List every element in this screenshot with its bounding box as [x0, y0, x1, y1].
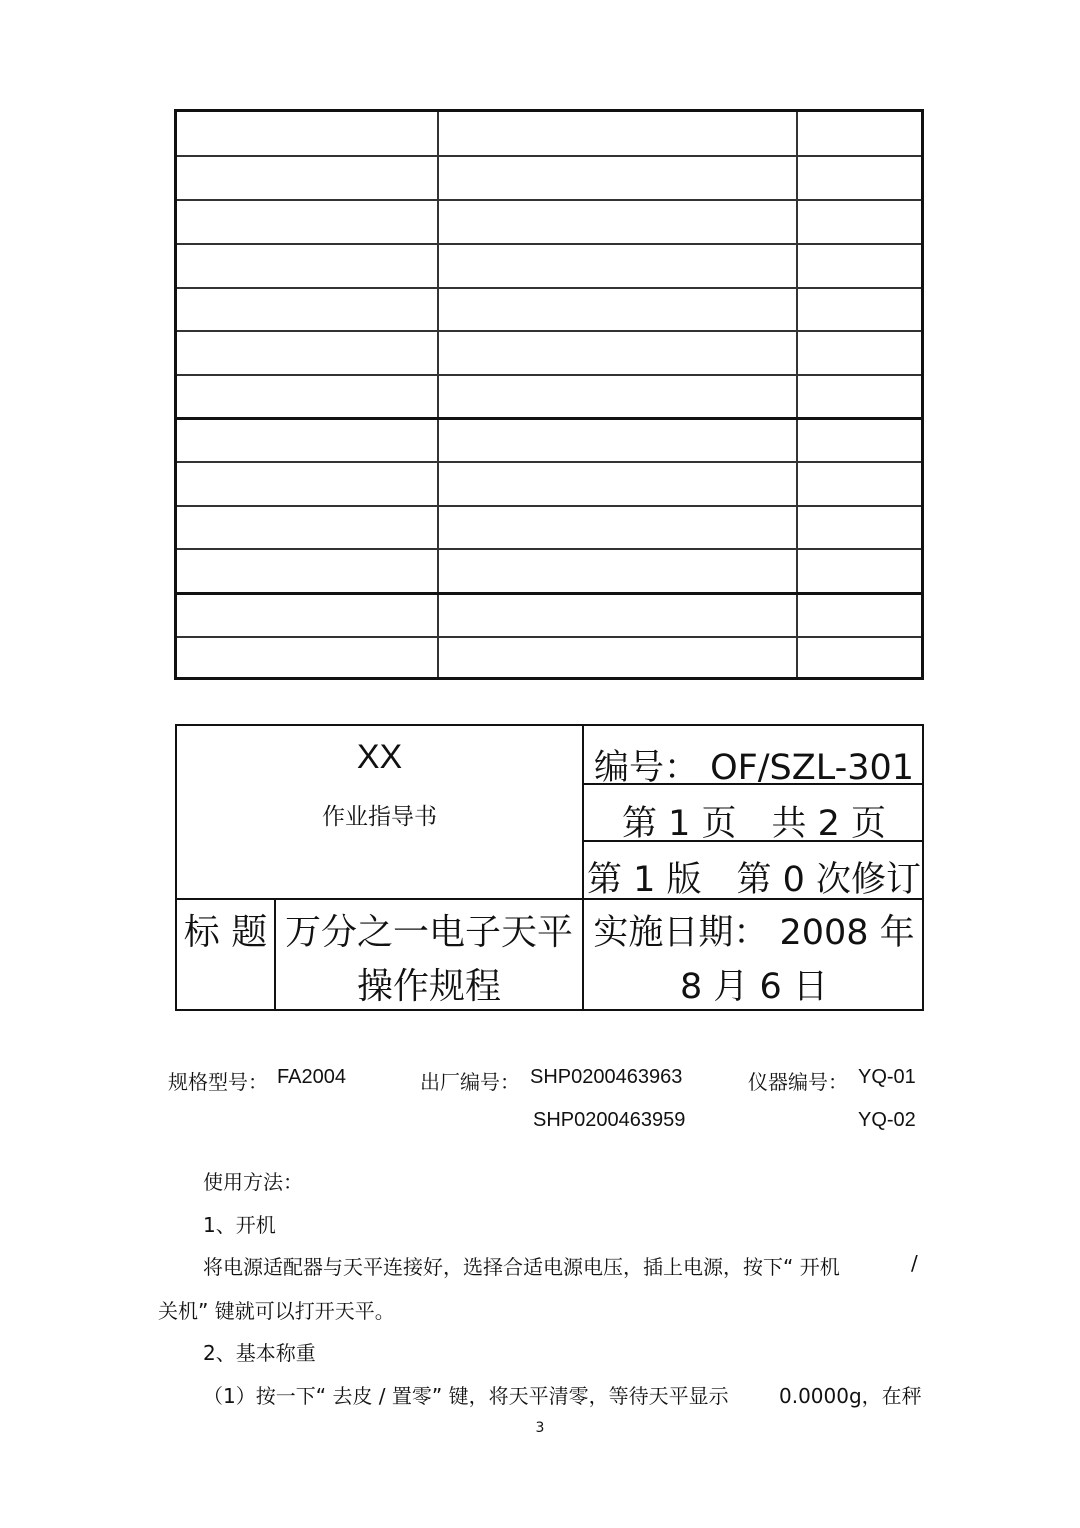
step1-heading: 1、开机 — [203, 1213, 276, 1237]
step1-text-line2: 关机” 键就可以打开天平。 — [158, 1299, 395, 1323]
document-code: 编号： OF/SZL-301 — [593, 748, 915, 788]
table-row-divider — [177, 330, 921, 332]
title-label: 标 题 — [183, 912, 268, 953]
table-row-divider — [177, 374, 921, 376]
model-value: FA2004 — [277, 1066, 346, 1088]
serial-label: 出厂编号： — [420, 1070, 520, 1094]
page-number: 3 — [535, 1420, 545, 1436]
step2-heading: 2、基本称重 — [203, 1341, 316, 1365]
table-row-divider — [177, 243, 921, 245]
company-name: XX — [356, 738, 403, 776]
step1-text-line1: 将电源适配器与天平连接好，选择合适电源电压，插上电源，按下“ 开机 — [203, 1255, 840, 1279]
document-header-table — [175, 724, 924, 1011]
document-title: 万分之一电子天平操作规程 — [284, 912, 573, 1007]
instrument-label: 仪器编号： — [748, 1070, 848, 1094]
table-row-divider — [177, 417, 921, 420]
table-row-divider — [177, 287, 921, 289]
table-row-divider — [177, 199, 921, 201]
table-row-divider — [177, 636, 921, 638]
table-row-divider — [177, 505, 921, 507]
step1-slash: / — [911, 1251, 918, 1275]
table-row-divider — [177, 155, 921, 157]
edition-revision: 第 1 版 第 0 次修订 — [586, 860, 922, 900]
serial-number-1: SHP0200463963 — [530, 1066, 683, 1088]
serial-number-2: SHP0200463959 — [533, 1109, 686, 1131]
instrument-number-1: YQ-01 — [858, 1066, 916, 1088]
table-row-divider — [177, 548, 921, 550]
table-row-divider — [177, 592, 921, 595]
page-count: 第 1 页 共 2 页 — [621, 804, 887, 844]
model-label: 规格型号： — [168, 1070, 268, 1094]
step2-value: 0.0000g，在秤 — [779, 1384, 922, 1408]
effective-date: 实施日期： 2008 年 8 月 6 日 — [593, 913, 915, 1007]
document-type: 作业指导书 — [322, 804, 437, 830]
instrument-number-2: YQ-02 — [858, 1109, 916, 1131]
empty-record-table — [174, 109, 924, 680]
table-row-divider — [177, 461, 921, 463]
usage-heading: 使用方法： — [203, 1170, 303, 1194]
step2-text: （1）按一下“ 去皮 / 置零” 键，将天平清零，等待天平显示 — [203, 1384, 729, 1408]
